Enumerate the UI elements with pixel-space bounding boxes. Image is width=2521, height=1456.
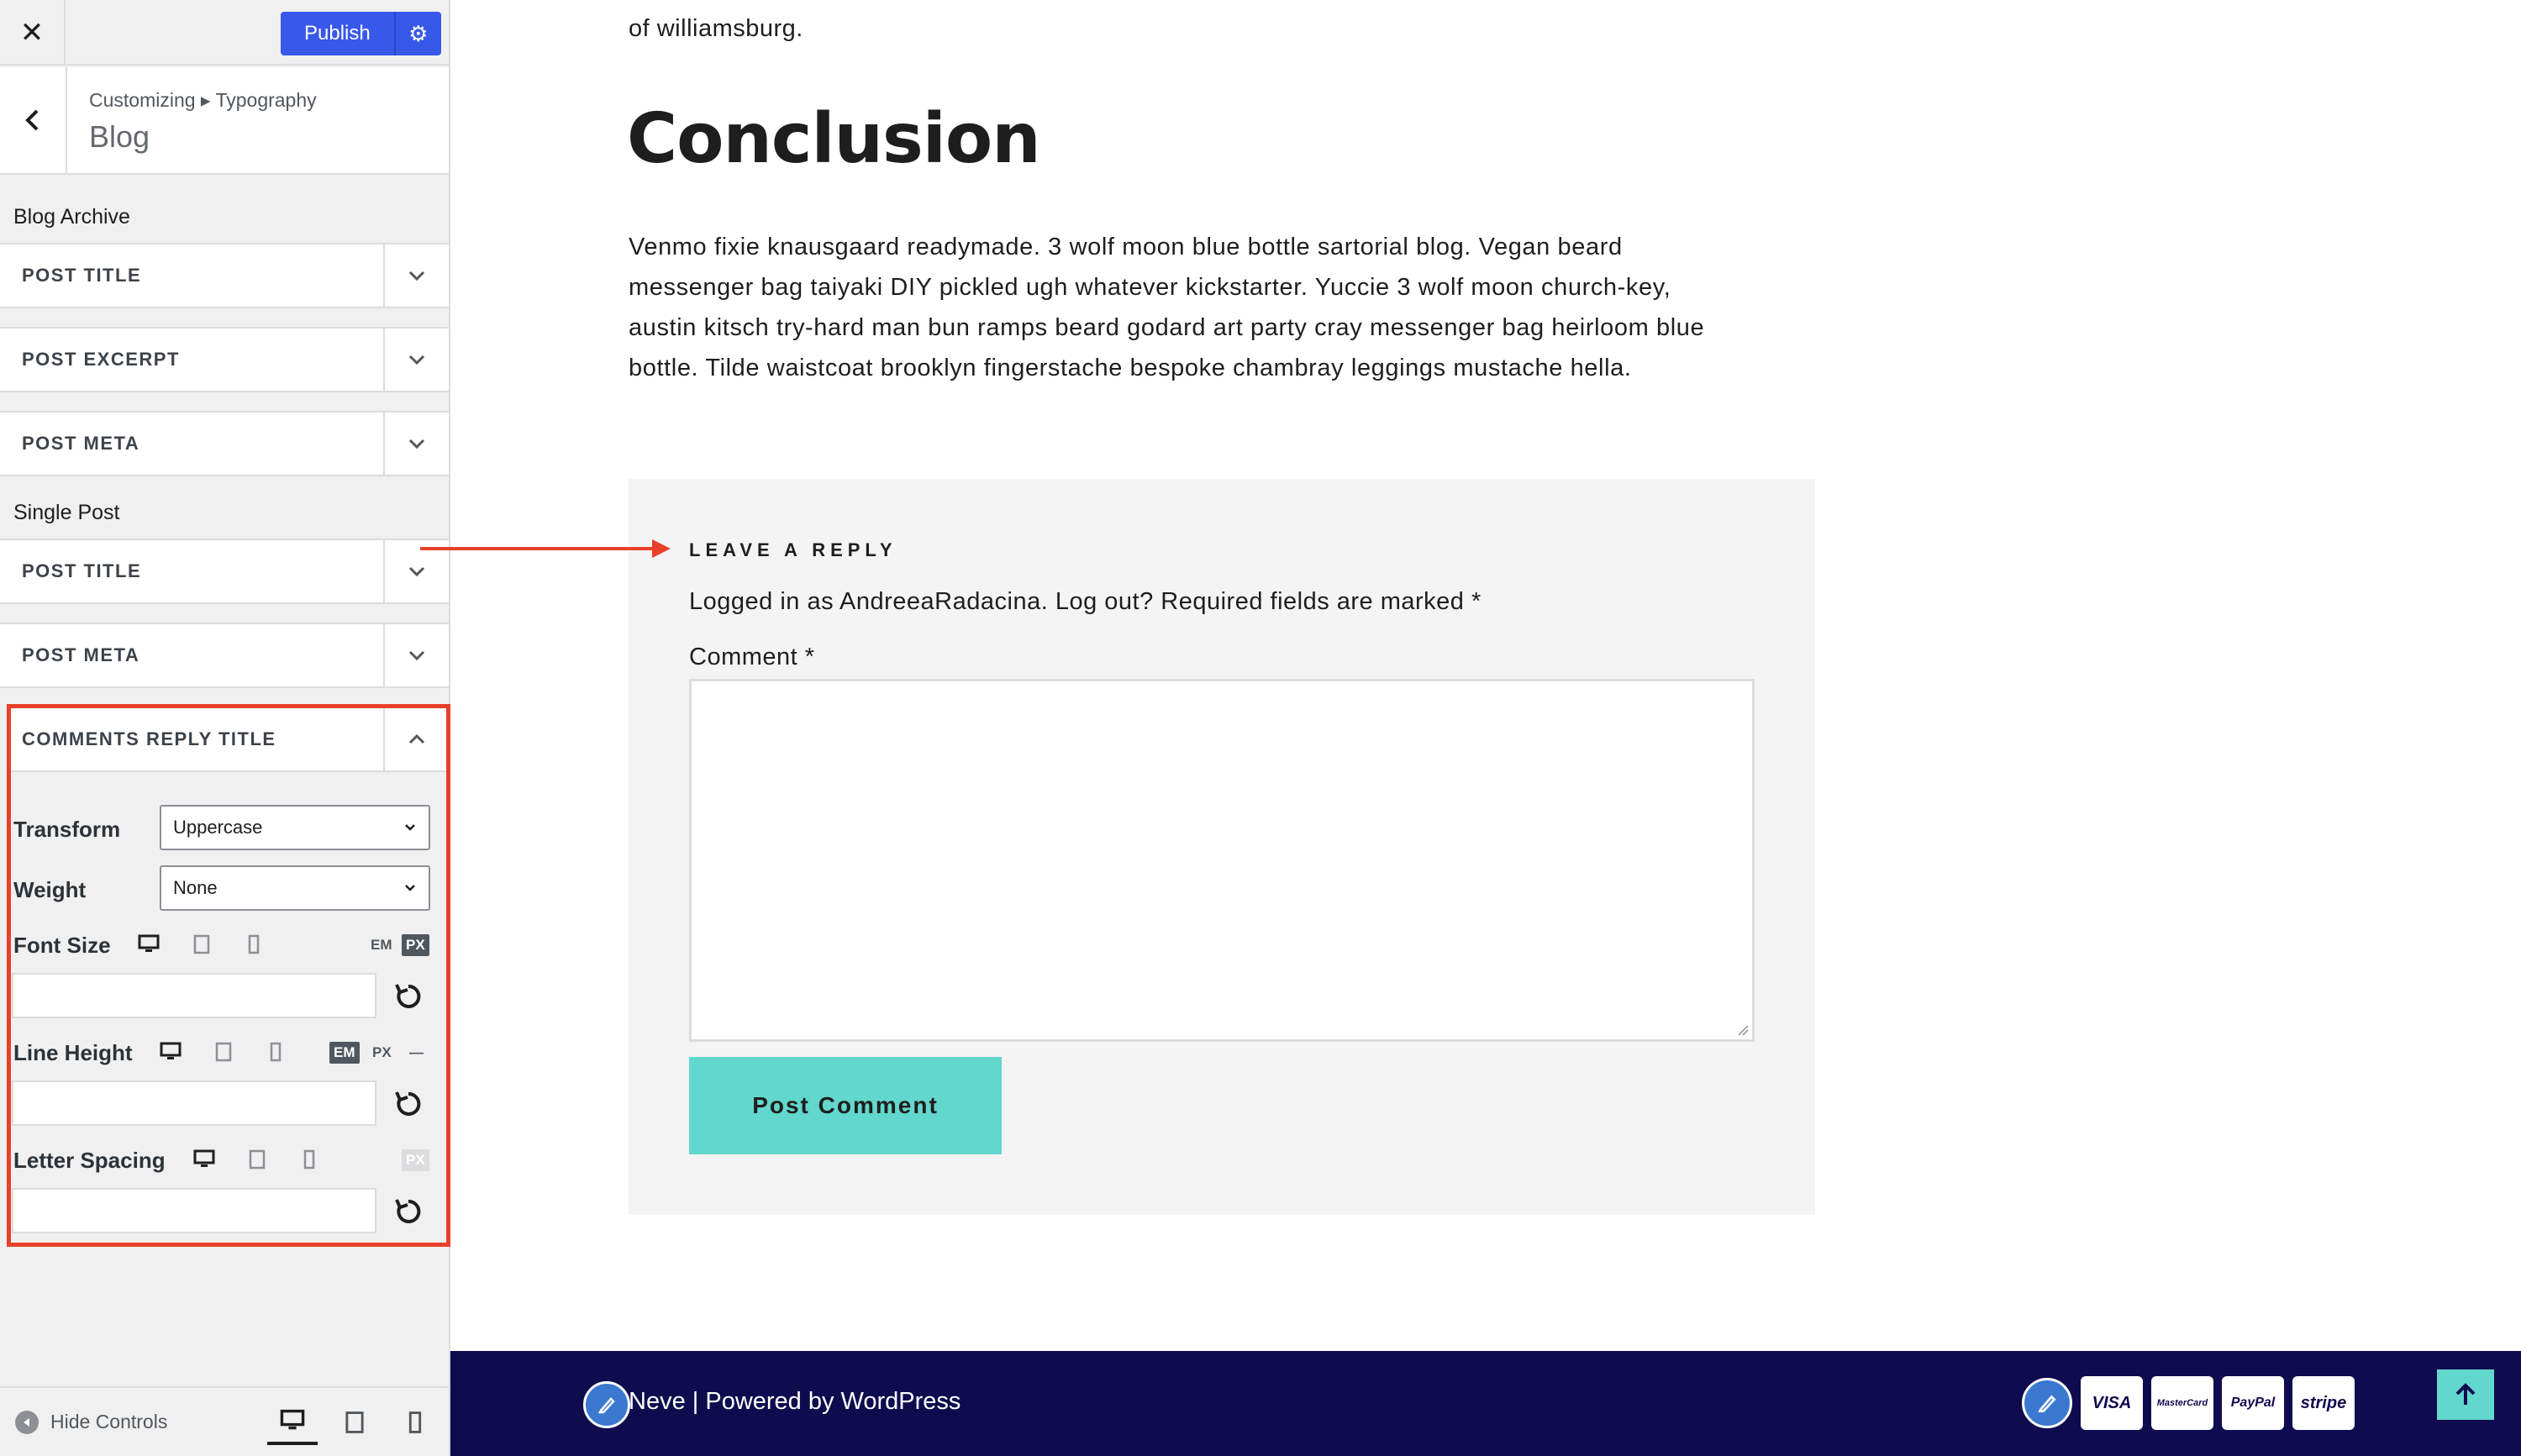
footer-credit: Neve | Powered by WordPress: [629, 1388, 961, 1415]
scroll-to-top-button[interactable]: [2437, 1369, 2494, 1420]
logged-in-notice: Logged in as AndreeaRadacina. Log out? Required fields are marked *: [689, 588, 1482, 615]
customizer-topbar: [0, 0, 449, 66]
payment-badges: [2022, 1376, 2355, 1430]
comments-section: [629, 479, 1815, 1215]
post-comment-button[interactable]: Post Comment: [689, 1057, 1002, 1154]
tablet-icon: [341, 1409, 368, 1436]
section-header: [0, 67, 449, 175]
archive-post-meta-panel[interactable]: [0, 411, 449, 476]
chevron-down-icon: [407, 350, 427, 370]
comment-label: Comment *: [689, 644, 815, 670]
unit-px-button[interactable]: PX: [372, 1044, 392, 1060]
customizer-sidebar: [0, 0, 450, 1456]
unit-em-button[interactable]: EM: [371, 937, 392, 953]
panel-label: COMMENTS REPLY TITLE: [22, 728, 276, 749]
unit-px-button: PX: [402, 1149, 429, 1171]
comment-textarea[interactable]: [689, 679, 1755, 1042]
panel-label: POST META: [22, 433, 140, 454]
arrow-up-icon: [2452, 1381, 2479, 1408]
preview-mobile-button[interactable]: [390, 1400, 440, 1445]
archive-post-excerpt-panel[interactable]: [0, 327, 449, 392]
letter-spacing-label: Letter Spacing: [13, 1148, 166, 1173]
unit-px-button[interactable]: PX: [402, 934, 429, 956]
paragraph-line: bottle. Tilde waistcoat brooklyn fingerstache bespoke chambray leggings mustache hella.: [629, 355, 1632, 381]
publish-settings-button[interactable]: [394, 12, 441, 55]
resize-handle-icon[interactable]: [1735, 1022, 1749, 1036]
line-height-label: Line Height: [13, 1040, 133, 1065]
single-post-title-panel[interactable]: [0, 539, 449, 604]
panel-label: POST TITLE: [22, 560, 142, 581]
transform-label: Transform: [13, 817, 121, 842]
site-footer: [450, 1351, 2521, 1456]
expand-toggle[interactable]: [383, 329, 449, 391]
mobile-icon: [402, 1409, 429, 1436]
paypal-icon: PayPal: [2222, 1376, 2284, 1430]
font-size-label: Font Size: [13, 933, 111, 958]
preview-tablet-button[interactable]: [329, 1400, 380, 1445]
highlight-annotation-box: [7, 704, 450, 1247]
paragraph-line: austin kitsch try-hard man bun ramps beard godard art party cray messenger bag heirloom blue: [629, 314, 1705, 341]
weight-label: Weight: [13, 877, 87, 902]
reply-title: LEAVE A REPLY: [689, 539, 897, 560]
expand-toggle[interactable]: [383, 624, 449, 686]
back-button[interactable]: [0, 67, 67, 173]
neve-logo-icon: [583, 1381, 630, 1428]
close-icon: ✕: [19, 17, 45, 49]
section-title: Blog: [89, 119, 150, 154]
stripe-icon: stripe: [2292, 1376, 2355, 1430]
archive-post-title-panel[interactable]: [0, 243, 449, 308]
collapse-icon: [15, 1411, 39, 1434]
preview-desktop-button[interactable]: [267, 1400, 318, 1445]
edit-pencil-icon[interactable]: [2022, 1378, 2072, 1428]
desktop-icon: [279, 1407, 306, 1434]
chevron-down-icon: [407, 561, 427, 581]
chevron-down-icon: [407, 265, 427, 286]
panel-label: POST META: [22, 644, 140, 665]
annotation-arrow-icon: [420, 538, 672, 563]
blog-archive-label: Blog Archive: [13, 205, 130, 229]
publish-group: [281, 12, 441, 55]
hide-controls-button[interactable]: [15, 1388, 167, 1456]
gear-icon: ⚙: [408, 20, 429, 46]
visa-icon: VISA: [2081, 1376, 2143, 1430]
expand-toggle[interactable]: [383, 244, 449, 307]
hide-controls-label: Hide Controls: [50, 1411, 168, 1432]
paragraph-line: Venmo fixie knausgaard readymade. 3 wolf moon blue bottle sartorial blog. Vegan beard: [629, 234, 1623, 260]
single-post-label: Single Post: [13, 501, 120, 524]
chevron-down-icon: [407, 434, 427, 454]
breadcrumb: Customizing ▸ Typography: [89, 89, 317, 111]
close-customizer-button[interactable]: [0, 0, 66, 66]
chevron-left-icon: [20, 108, 45, 133]
customizer-footer: [0, 1386, 449, 1456]
conclusion-heading: Conclusion: [627, 99, 1040, 179]
mastercard-icon: MasterCard: [2151, 1376, 2213, 1430]
site-preview: [450, 0, 2521, 1456]
unit-em-button[interactable]: EM: [329, 1042, 360, 1064]
panel-label: POST EXCERPT: [22, 349, 180, 370]
expand-toggle[interactable]: [383, 413, 449, 475]
publish-button[interactable]: Publish: [281, 12, 394, 55]
conclusion-paragraph: [629, 227, 1872, 388]
single-post-meta-panel[interactable]: [0, 623, 449, 688]
paragraph-line: messenger bag taiyaki DIY pickled ugh whatever kickstarter. Yuccie 3 wolf moon church-key,: [629, 274, 1671, 301]
unit-dash-button[interactable]: —: [409, 1044, 424, 1060]
panel-label: POST TITLE: [22, 265, 142, 286]
transform-value: Uppercase: [173, 817, 263, 838]
paragraph-tail: of williamsburg.: [629, 15, 803, 42]
chevron-down-icon: [407, 645, 427, 665]
weight-value: None: [173, 877, 218, 898]
